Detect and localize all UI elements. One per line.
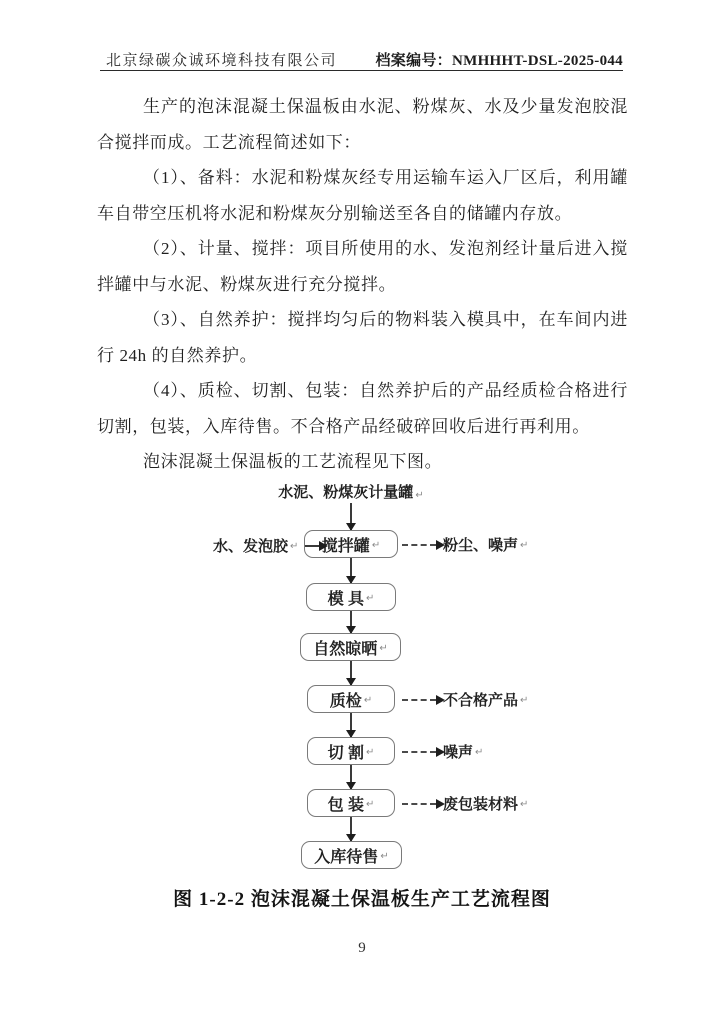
dashed-arrow-right-icon xyxy=(402,803,436,805)
return-mark-icon: ↵ xyxy=(366,798,375,810)
flow-emission-row-2 xyxy=(402,689,528,710)
return-mark-icon: ↵ xyxy=(380,850,389,862)
header-doc-number xyxy=(375,49,623,70)
return-mark-icon: ↵ xyxy=(366,746,375,758)
flow-emission-row-4 xyxy=(402,793,528,814)
flow-box-label: 入库待售 xyxy=(314,848,379,866)
paragraph-step-3: （3）、自然养护：搅拌均匀后的物料装入模具中，在车间内进行 24h 的自然养护。 xyxy=(97,310,628,365)
return-mark-icon: ↵ xyxy=(520,695,529,706)
dashed-arrow-right-icon xyxy=(402,544,436,546)
paragraph-step-2: （2）、计量、搅拌：项目所使用的水、发泡剂经计量后进入搅拌罐中与水泥、粉煤灰进行充分搅拌。 xyxy=(97,239,628,294)
flow-source-label xyxy=(241,481,461,502)
emission-label-waste-packaging: 废包装材料 xyxy=(443,796,519,813)
dashed-arrow-right-icon xyxy=(402,699,436,701)
figure-caption: 图 1-2-2 泡沫混凝土保温板生产工艺流程图 xyxy=(173,889,551,910)
arrow-down-icon xyxy=(350,611,352,633)
return-mark-icon: ↵ xyxy=(290,541,299,552)
emission-label-rejects: 不合格产品 xyxy=(443,692,519,709)
arrow-right-icon xyxy=(305,545,319,547)
paragraph-figure-ref: 泡沫混凝土保温板的工艺流程见下图。 xyxy=(143,452,443,471)
arrow-down-icon xyxy=(350,713,352,737)
arrow-down-icon xyxy=(350,661,352,685)
flow-box-label: 自然晾晒 xyxy=(313,640,378,658)
paragraph-step-1: （1）、备料：水泥和粉煤灰经专用运输车运入厂区后，利用罐车自带空压机将水泥和粉煤灰分别输送至各自的储罐内存放。 xyxy=(97,168,628,223)
flow-box-natural-drying xyxy=(300,633,401,661)
return-mark-icon: ↵ xyxy=(363,694,373,706)
flow-box-cutting xyxy=(307,737,395,765)
flow-box-quality-check xyxy=(307,685,395,713)
flow-box-warehouse xyxy=(301,841,402,869)
return-mark-icon: ↵ xyxy=(379,642,388,654)
paragraph-intro: 生产的泡沫混凝土保温板由水泥、粉煤灰、水及少量发泡胶混合搅拌而成。工艺流程简述如下： xyxy=(97,97,628,152)
header-rule xyxy=(100,70,623,71)
header-company-name: 北京绿碳众诚环境科技有限公司 xyxy=(106,53,338,69)
return-mark-icon: ↵ xyxy=(475,747,484,758)
body-text-block xyxy=(97,89,628,480)
arrow-down-icon xyxy=(350,765,352,789)
return-mark-icon: ↵ xyxy=(520,540,529,551)
flow-input-label: 水、发泡胶 xyxy=(213,538,289,555)
flow-box-mold xyxy=(306,583,396,611)
flow-input-row xyxy=(213,535,319,556)
arrow-down-icon xyxy=(350,558,352,583)
flow-emission-row-3 xyxy=(402,741,483,762)
flow-box-label: 搅拌罐 xyxy=(321,537,370,555)
dashed-arrow-right-icon xyxy=(402,751,436,753)
flow-box-label: 包 装 xyxy=(327,796,365,814)
arrow-down-icon xyxy=(350,503,352,530)
flow-box-label: 模 具 xyxy=(327,590,365,608)
flow-box-label: 质检 xyxy=(329,692,362,710)
doc-number-label: 档案编号： xyxy=(375,53,452,69)
flow-box-label: 切 割 xyxy=(327,744,365,762)
flow-source-text: 水泥、粉煤灰计量罐 xyxy=(278,484,414,501)
flow-box-packaging xyxy=(307,789,395,817)
doc-number-value: NMHHHT-DSL-2025-044 xyxy=(452,53,623,69)
paragraph-step-4: （4）、质检、切割、包装：自然养护后的产品经质检合格进行切割，包装，入库待售。不合格产品经破碎回收后进行再利用。 xyxy=(97,381,628,436)
emission-label-noise: 噪声 xyxy=(443,744,474,761)
emission-label-dust-noise: 粉尘、噪声 xyxy=(443,537,519,554)
return-mark-icon: ↵ xyxy=(371,539,381,551)
return-mark-icon: ↵ xyxy=(415,490,424,501)
flow-emission-row-1 xyxy=(402,534,528,555)
page-number: 9 xyxy=(358,940,366,956)
arrow-down-icon xyxy=(350,817,352,841)
return-mark-icon: ↵ xyxy=(520,799,529,810)
return-mark-icon: ↵ xyxy=(366,592,375,604)
